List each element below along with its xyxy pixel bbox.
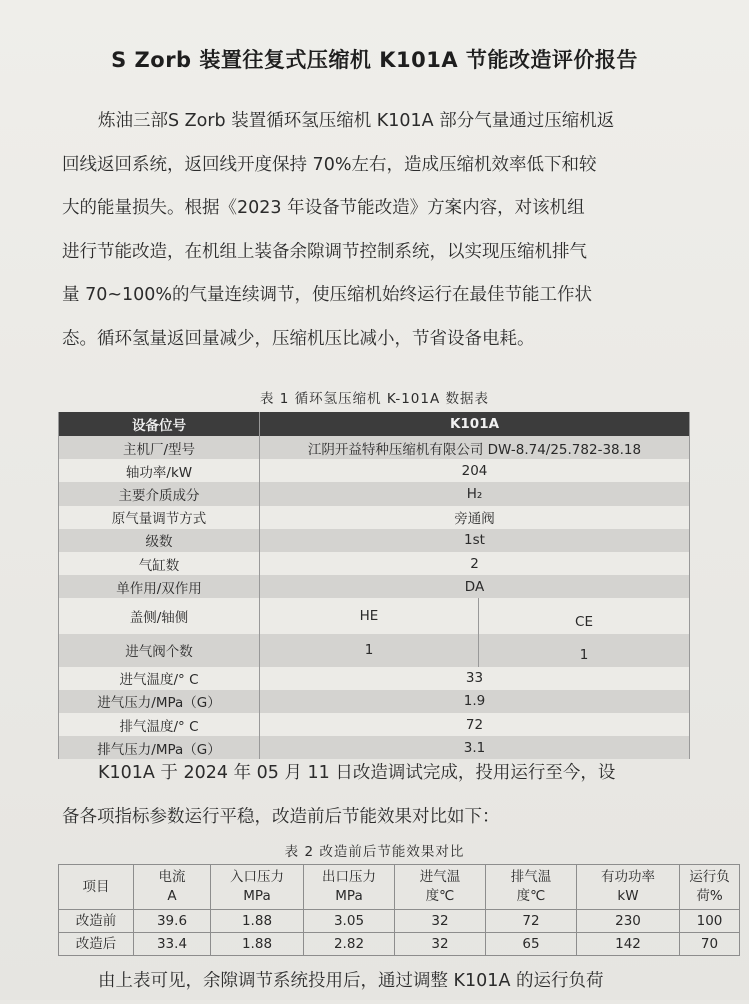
table-row xyxy=(59,667,690,690)
row-label: 轴功率/kW xyxy=(59,459,260,482)
table-cell: 32 xyxy=(395,910,486,933)
intro-line: 态。循环氢量返回量减少，压缩机压比减小，节省设备电耗。 xyxy=(62,328,535,349)
table-cell: 100 xyxy=(680,910,740,933)
table-row xyxy=(59,552,690,575)
comparison-table xyxy=(58,864,740,956)
paragraph-line: 备各项指标参数运行平稳，改造前后节能效果对比如下： xyxy=(62,806,500,827)
table-cell: 39.6 xyxy=(134,910,211,933)
table-row xyxy=(59,690,690,713)
header-cell: K101A xyxy=(260,412,690,436)
row-value-right: CE xyxy=(479,598,690,633)
table-row xyxy=(59,529,690,552)
row-label: 进气温度/° C xyxy=(59,667,260,690)
intro-line: 回线返回系统，返回线开度保持 70%左右，造成压缩机效率低下和较 xyxy=(62,154,597,175)
table-row xyxy=(59,634,690,667)
row-value: 204 xyxy=(260,459,690,482)
result-paragraph xyxy=(62,752,682,839)
intro-paragraph xyxy=(62,100,682,361)
row-value: 72 xyxy=(260,713,690,736)
table-cell: 65 xyxy=(486,933,577,956)
header-cell: 项目 xyxy=(59,865,134,910)
table-cell: 230 xyxy=(577,910,680,933)
row-label: 原气量调节方式 xyxy=(59,506,260,529)
row-value: 江阴开益特种压缩机有限公司 DW-8.74/25.782-38.18 xyxy=(260,436,690,459)
table-header-row xyxy=(59,865,740,910)
row-label: 级数 xyxy=(59,529,260,552)
table-row xyxy=(59,933,740,956)
row-value: 1st xyxy=(260,529,690,552)
table-cell: 142 xyxy=(577,933,680,956)
table-cell: 72 xyxy=(486,910,577,933)
header-cell: 电流 A xyxy=(134,865,211,910)
conclusion-paragraph xyxy=(62,960,682,1004)
table-row xyxy=(59,910,740,933)
table-cell: 33.4 xyxy=(134,933,211,956)
intro-line: 进行节能改造，在机组上装备余隙调节控制系统，以实现压缩机排气 xyxy=(62,241,587,262)
table-header-row xyxy=(59,412,690,436)
row-label: 排气温度/° C xyxy=(59,713,260,736)
header-cell: 进气温 度℃ xyxy=(395,865,486,910)
row-label: 主机厂/型号 xyxy=(59,436,260,459)
table-row xyxy=(59,436,690,459)
table-row xyxy=(59,459,690,482)
row-label: 单作用/双作用 xyxy=(59,575,260,598)
table1-caption: 表 1 循环氢压缩机 K-101A 数据表 xyxy=(259,391,490,407)
compressor-data-table xyxy=(58,412,690,759)
intro-line: 量 70~100%的气量连续调节，使压缩机始终运行在最佳节能工作状 xyxy=(62,285,593,305)
row-label: 排气压力/MPa（G） xyxy=(59,736,260,759)
table-cell: 2.82 xyxy=(304,933,395,956)
table-cell: 3.05 xyxy=(304,910,395,933)
row-value: 2 xyxy=(260,552,690,575)
header-cell: 设备位号 xyxy=(59,412,260,436)
row-value-left: 1 xyxy=(260,634,479,667)
table2-caption: 表 2 改造前后节能效果对比 xyxy=(284,844,465,860)
table-cell: 70 xyxy=(680,933,740,956)
row-value: DA xyxy=(260,575,690,598)
row-label: 进气压力/MPa（G） xyxy=(59,690,260,713)
table-row xyxy=(59,506,690,529)
table-cell: 改造后 xyxy=(59,933,134,956)
table-cell: 1.88 xyxy=(211,910,304,933)
header-cell: 排气温 度℃ xyxy=(486,865,577,910)
table-cell: 32 xyxy=(395,933,486,956)
row-value: 33 xyxy=(260,667,690,690)
report-title: S Zorb 装置往复式压缩机 K101A 节能改造评价报告 xyxy=(111,48,638,72)
row-value: 1.9 xyxy=(260,690,690,713)
header-cell: 运行负 荷% xyxy=(680,865,740,910)
intro-line: 大的能量损失。根据《2023 年设备节能改造》方案内容，对该机组 xyxy=(62,198,585,218)
intro-line: 炼油三部S Zorb 装置循环氢压缩机 K101A 部分气量通过压缩机返 xyxy=(98,111,615,131)
table-cell: 1.88 xyxy=(211,933,304,956)
row-label: 气缸数 xyxy=(59,552,260,575)
row-value-left: HE xyxy=(260,598,479,633)
paragraph-line: K101A 于 2024 年 05 月 11 日改造调试完成，投用运行至今，设 xyxy=(98,763,616,783)
row-value: 旁通阀 xyxy=(260,506,690,529)
table-row xyxy=(59,598,690,633)
header-cell: 入口压力 MPa xyxy=(211,865,304,910)
row-value: 3.1 xyxy=(260,736,690,759)
table-row xyxy=(59,575,690,598)
row-label: 盖侧/轴侧 xyxy=(59,598,260,633)
header-cell: 有功功率 kW xyxy=(577,865,680,910)
table-row xyxy=(59,482,690,505)
table-cell: 改造前 xyxy=(59,910,134,933)
table-row xyxy=(59,713,690,736)
row-value: H₂ xyxy=(260,482,690,505)
row-label: 主要介质成分 xyxy=(59,482,260,505)
row-value-right: 1 xyxy=(479,634,690,667)
header-cell: 出口压力 MPa xyxy=(304,865,395,910)
row-label: 进气阀个数 xyxy=(59,634,260,667)
paragraph-line: 由上表可见，余隙调节系统投用后，通过调整 K101A 的运行负荷 xyxy=(98,971,604,991)
